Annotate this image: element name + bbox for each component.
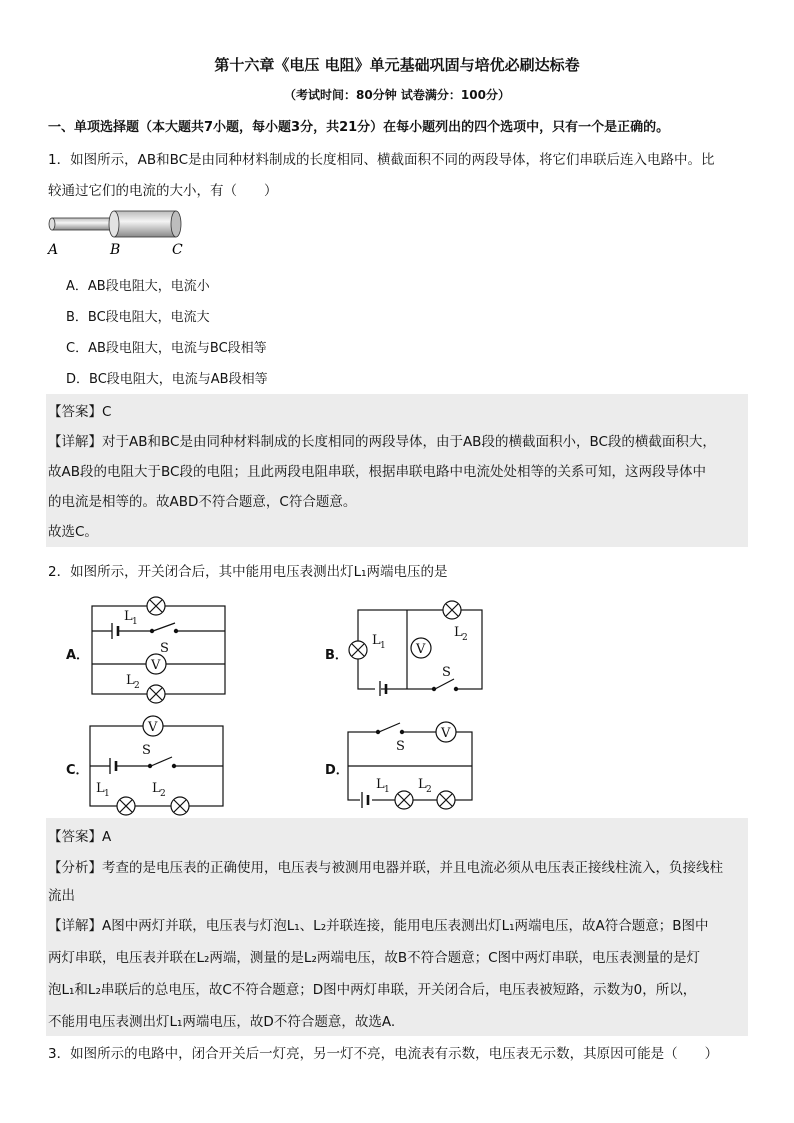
- label-a: A: [48, 242, 59, 258]
- circuit-b-v: V: [416, 642, 426, 657]
- circuit-c-l1: L: [96, 781, 105, 796]
- label-b: B: [110, 242, 121, 258]
- circuit-d-l1-sub: 1: [384, 785, 390, 795]
- q1-option-d: D．BC段电阻大，电流与AB段相等: [66, 372, 268, 387]
- q1-detail-line4: 故选C。: [48, 524, 98, 540]
- circuit-b-l2-sub: 2: [462, 633, 468, 643]
- q2-analysis-line2: 流出: [48, 888, 75, 904]
- q2-analysis-line1: 【分析】考查的是电压表的正确使用，电压表与被测用电器并联，并且电流必须从电压表正接线柱流入，负接线柱: [48, 860, 723, 876]
- circuit-a-v: V: [151, 658, 161, 673]
- circuit-a-l1: L: [124, 609, 133, 624]
- circuit-b-l1: L: [372, 633, 381, 648]
- q2-answer-block: [46, 818, 748, 1036]
- q2-detail-line1: 【详解】A图中两灯并联，电压表与灯泡L₁、L₂并联连接，能用电压表测出灯L₁两端电压，故A符合题意；B图中: [48, 918, 709, 934]
- circuit-a-l1-sub: 1: [132, 617, 138, 627]
- q1-detail-line1: 【详解】对于AB和BC是由同种材料制成的长度相同的两段导体，由于AB段的横截面积小，BC段的横截面积大，: [48, 434, 716, 450]
- q1-stem-line2: 较通过它们的电流的大小，有（ ）: [48, 183, 278, 199]
- q1-option-c: C．AB段电阻大，电流与BC段相等: [66, 341, 267, 356]
- circuit-d-l2: L: [418, 777, 427, 792]
- circuit-c-v: V: [148, 720, 158, 735]
- q1-answer: 【答案】C: [48, 404, 112, 420]
- label-c: C: [172, 242, 183, 258]
- q2-answer: 【答案】A: [48, 829, 112, 845]
- circuit-c-l1-sub: 1: [104, 789, 110, 799]
- circuit-c-l2: L: [152, 781, 161, 796]
- circuit-d-l1: L: [376, 777, 385, 792]
- q1-stem-line1: 1．如图所示，AB和BC是由同种材料制成的长度相同、横截面积不同的两段导体，将它们串联后连入电路中。比: [48, 152, 715, 168]
- q3-stem: 3．如图所示的电路中，闭合开关后一灯亮，另一灯不亮，电流表有示数，电压表无示数，其原因可能是（ ）: [48, 1046, 719, 1062]
- q2-detail-line2: 两灯串联，电压表并联在L₂两端，测量的是L₂两端电压，故B不符合题意；C图中两灯串联，电压表测量的是灯: [48, 950, 701, 966]
- q1-detail-line2: 故AB段的电阻大于BC段的电阻；且此两段电阻串联，根据串联电路中电流处处相等的关系可知，这两段导体中: [48, 464, 706, 480]
- circuit-a: [80, 590, 240, 710]
- circuit-d-v: V: [441, 726, 451, 741]
- exam-info: （考试时间：80分钟 试卷满分：100分）: [284, 88, 510, 102]
- circuit-a-l2-sub: 2: [134, 681, 140, 691]
- q1-option-b: B．BC段电阻大，电流大: [66, 310, 210, 325]
- q2-option-b-label: B．: [325, 648, 348, 663]
- q2-option-d-label: D．: [325, 763, 349, 778]
- circuit-c-l2-sub: 2: [160, 789, 166, 799]
- circuit-a-l2: L: [126, 673, 135, 688]
- q2-detail-line3: 泡L₁和L₂串联后的总电压，故C不符合题意；D图中两灯串联，开关闭合后，电压表被短路，示数为0，所以，: [48, 982, 697, 998]
- circuit-b: [342, 596, 492, 696]
- circuit-b-l1-sub: 1: [380, 641, 386, 651]
- circuit-c: [80, 712, 240, 824]
- circuit-b-l2: L: [454, 625, 463, 640]
- q2-stem: 2．如图所示，开关闭合后，其中能用电压表测出灯L₁两端电压的是: [48, 564, 448, 580]
- section-heading: 一、单项选择题（本大题共7小题，每小题3分，共21分）在每小题列出的四个选项中，只有一个是正确的。: [48, 120, 670, 135]
- circuit-a-s: S: [160, 641, 169, 656]
- circuit-b-s: S: [442, 665, 451, 680]
- conductor-figure: [44, 208, 214, 262]
- page-title: 第十六章《电压 电阻》单元基础巩固与培优必刷达标卷: [214, 56, 580, 74]
- q1-answer-block: [46, 394, 748, 547]
- circuit-c-s: S: [142, 743, 151, 758]
- q2-option-c-label: C．: [66, 763, 89, 778]
- q2-detail-line4: 不能用电压表测出灯L₁两端电压，故D不符合题意，故选A.: [48, 1014, 396, 1030]
- circuit-d: [340, 712, 490, 816]
- circuit-d-s: S: [396, 739, 405, 754]
- circuit-d-l2-sub: 2: [426, 785, 432, 795]
- q2-option-a-label: A．: [66, 648, 90, 663]
- q1-detail-line3: 的电流是相等的。故ABD不符合题意，C符合题意。: [48, 494, 357, 510]
- q1-option-a: A．AB段电阻大，电流小: [66, 279, 210, 294]
